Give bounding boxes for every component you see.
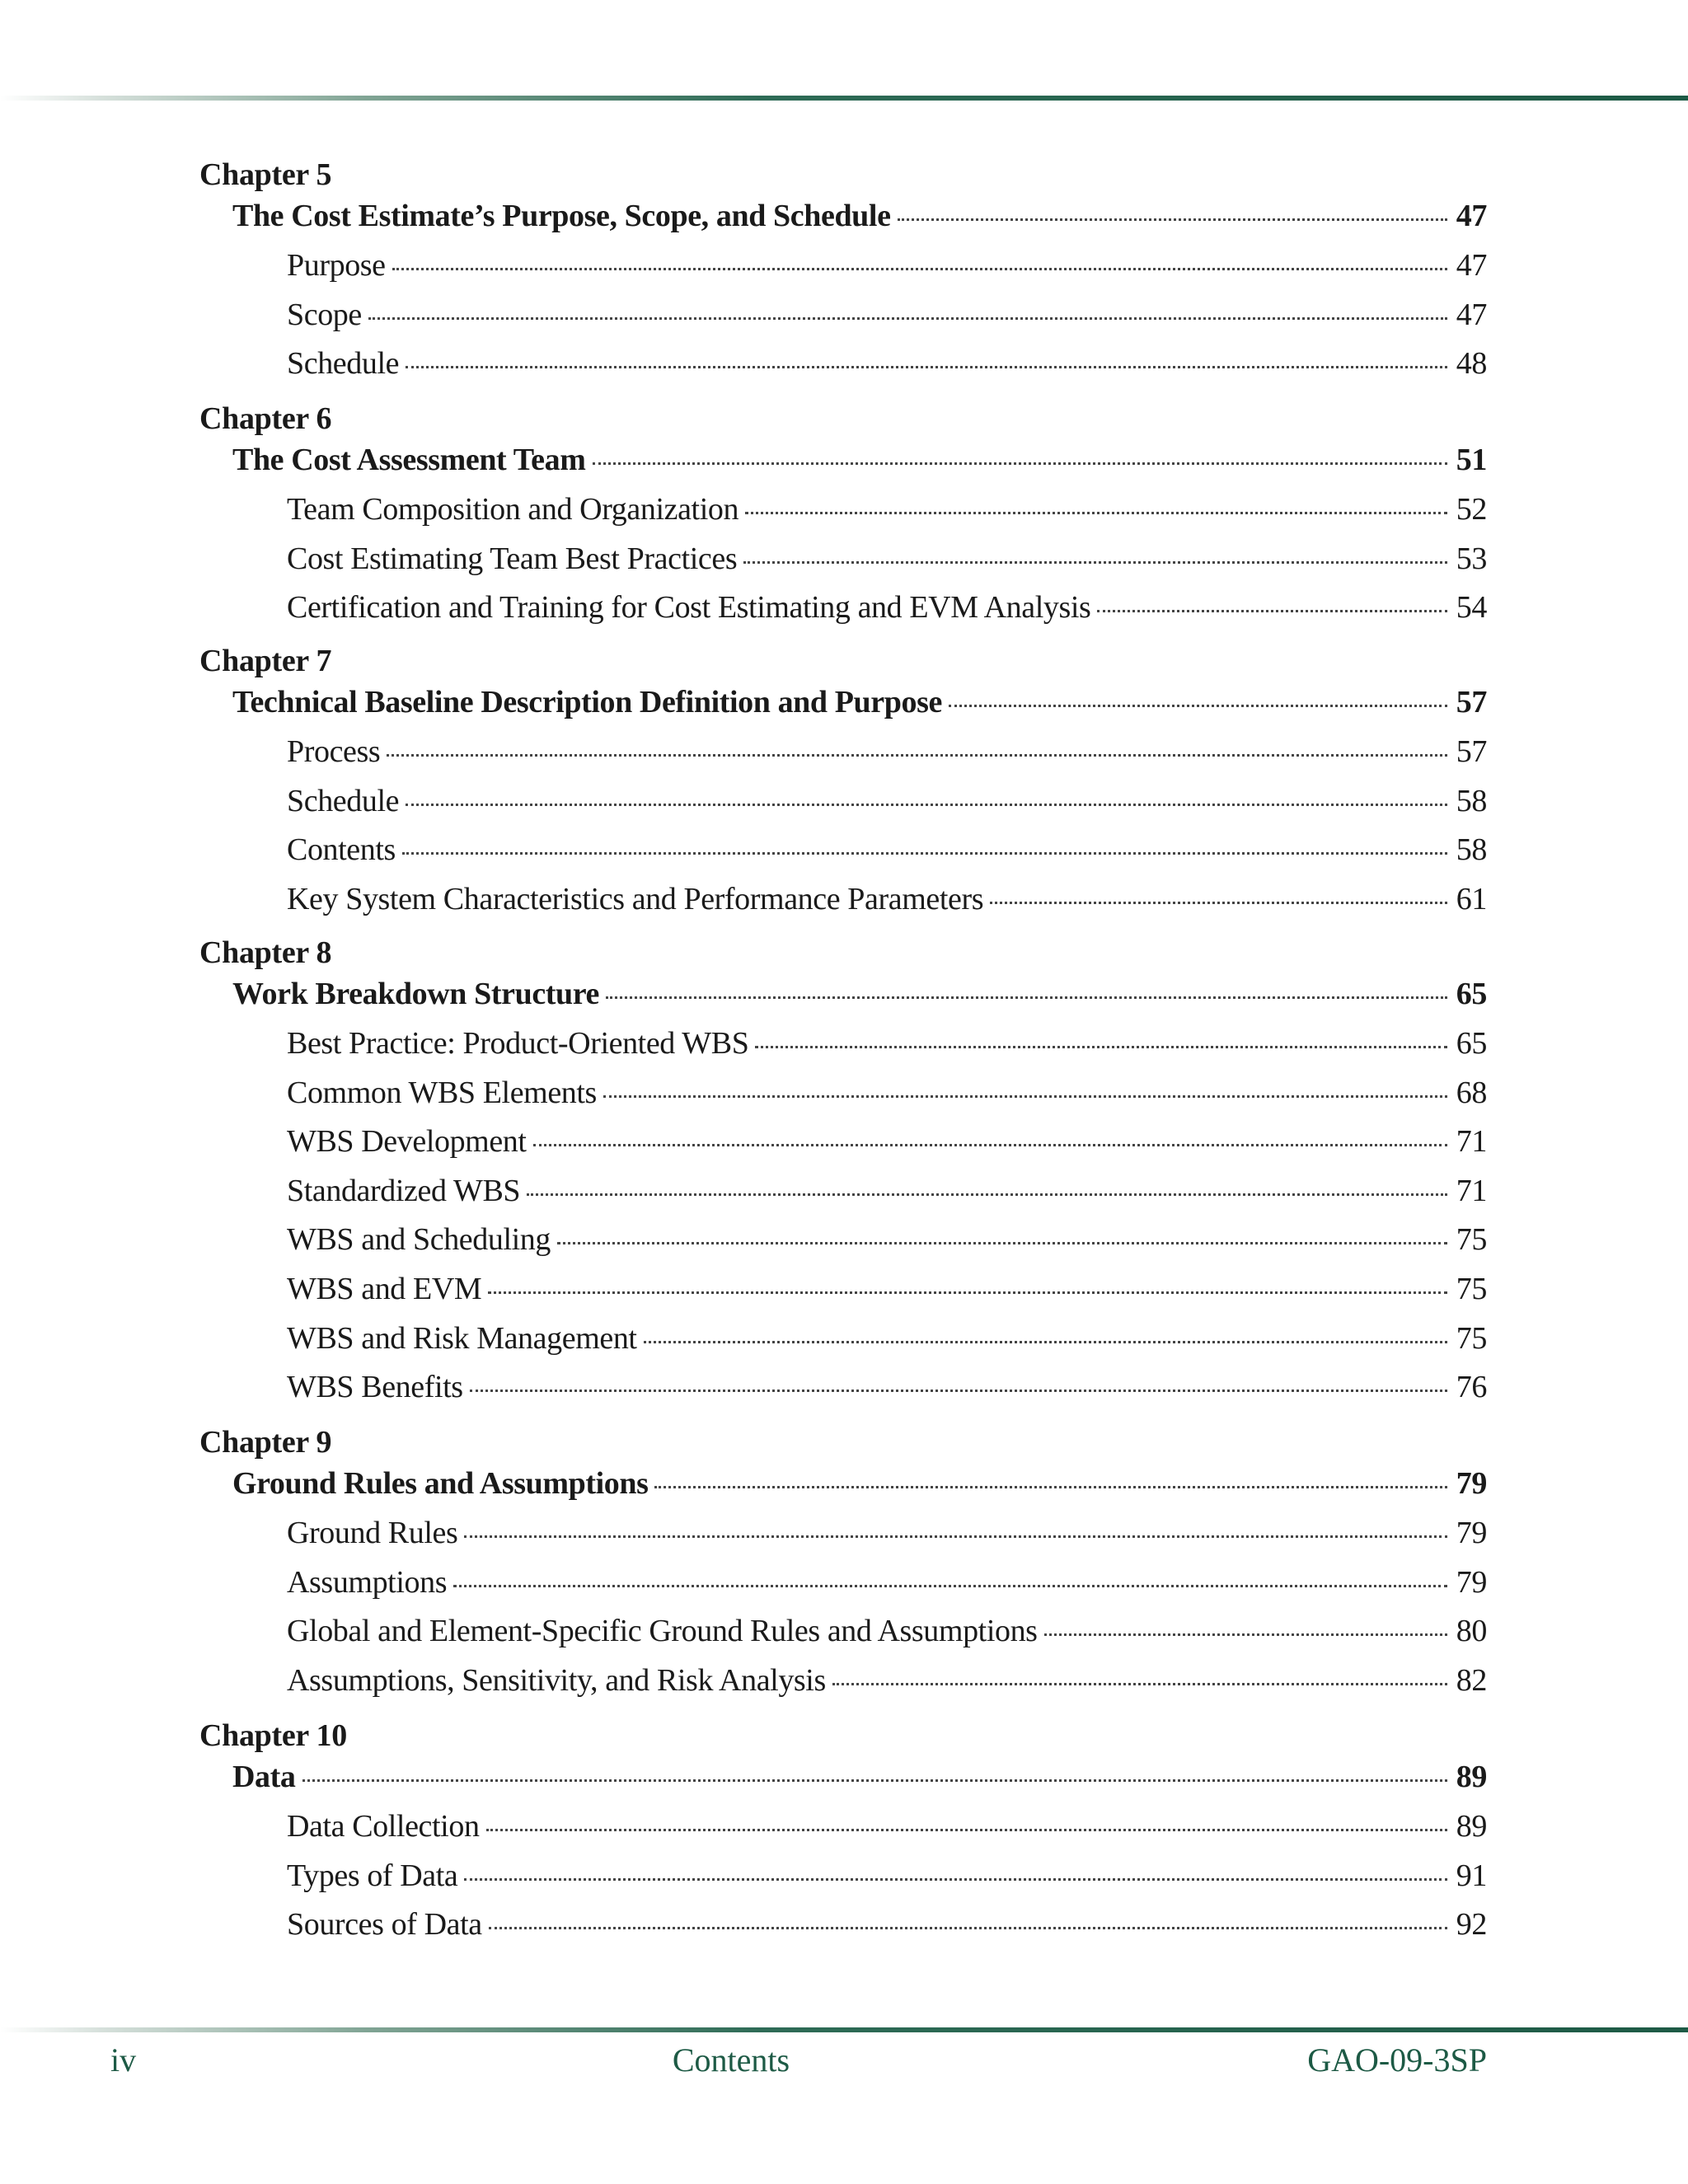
dot-leader — [990, 902, 1447, 904]
toc-section-entry[interactable] — [287, 345, 1487, 382]
dot-leader — [486, 1829, 1447, 1831]
dot-leader — [533, 1144, 1447, 1146]
toc-page-number: 57 — [1456, 685, 1487, 719]
dot-leader — [464, 1878, 1447, 1881]
toc-section-title: Best Practice: Product-Oriented WBS — [287, 1026, 749, 1061]
toc-page-number: 89 — [1456, 1760, 1487, 1794]
toc-section-entry[interactable] — [287, 881, 1487, 917]
toc-section-title: Cost Estimating Team Best Practices — [287, 541, 738, 576]
dot-leader — [644, 1341, 1447, 1343]
toc-page-number: 92 — [1456, 1907, 1487, 1943]
toc-section-title: Key System Characteristics and Performance Parameters — [287, 881, 984, 916]
dot-leader — [464, 1535, 1447, 1538]
toc-page-number: 80 — [1456, 1614, 1487, 1649]
toc-chapter-entry[interactable] — [232, 1759, 1487, 1795]
toc-page-number: 61 — [1456, 881, 1487, 916]
toc-section-title: Schedule — [287, 346, 400, 382]
toc-page-number: 75 — [1456, 1272, 1487, 1306]
toc-section-entry[interactable] — [287, 491, 1487, 527]
toc-page-number: 57 — [1456, 734, 1487, 769]
toc-section-title: Assumptions, Sensitivity, and Risk Analysis — [287, 1662, 826, 1698]
toc-section-title: Schedule — [287, 783, 400, 818]
dot-leader — [603, 1095, 1447, 1098]
toc-section-title: Common WBS Elements — [287, 1075, 597, 1110]
toc-chapter-title: The Cost Estimate’s Purpose, Scope, and Schedule — [232, 199, 891, 233]
toc-page-number: 68 — [1456, 1075, 1487, 1110]
toc-chapter-title: Work Breakdown Structure — [232, 977, 600, 1011]
dot-leader — [949, 705, 1447, 707]
toc-page-number: 75 — [1456, 1320, 1487, 1356]
toc-page-number: 79 — [1456, 1466, 1487, 1501]
dot-leader — [302, 1779, 1448, 1782]
toc-section-entry[interactable] — [287, 589, 1487, 626]
chapter-label: Chapter 7 — [199, 644, 332, 678]
toc-section-title: WBS Benefits — [287, 1370, 463, 1405]
toc-section-title: WBS and Risk Management — [287, 1320, 637, 1356]
toc-section-title: Purpose — [287, 248, 386, 283]
toc-chapter-entry[interactable] — [232, 198, 1487, 234]
toc-section-title: Global and Element-Specific Ground Rules and Assumptions — [287, 1614, 1038, 1649]
toc-section-title: Data Collection — [287, 1809, 480, 1844]
toc-page-number: 91 — [1456, 1858, 1487, 1893]
toc-section-entry[interactable] — [287, 1906, 1487, 1943]
toc-chapter-title: Technical Baseline Description Definition and Purpose — [232, 685, 942, 719]
toc-section-entry[interactable] — [287, 1123, 1487, 1160]
toc-section-title: Types of Data — [287, 1858, 458, 1893]
dot-leader — [470, 1390, 1447, 1392]
toc-section-title: Team Composition and Organization — [287, 492, 739, 527]
toc-section-entry[interactable] — [287, 1613, 1487, 1649]
toc-page-number: 53 — [1456, 541, 1487, 576]
toc-section-title: Ground Rules — [287, 1516, 458, 1550]
dot-leader — [832, 1683, 1447, 1685]
dot-leader — [1044, 1633, 1447, 1636]
toc-section-entry[interactable] — [287, 1808, 1487, 1844]
toc-section-entry[interactable] — [287, 1369, 1487, 1405]
toc-chapter-entry[interactable] — [232, 684, 1487, 720]
toc-section-entry[interactable] — [287, 1320, 1487, 1357]
dot-leader — [488, 1291, 1447, 1294]
toc-section-title: WBS Development — [287, 1124, 527, 1160]
footer-page-number: iv — [110, 2041, 137, 2079]
toc-chapter-entry[interactable] — [232, 442, 1487, 478]
dot-leader — [755, 1046, 1447, 1048]
toc-chapter-title: The Cost Assessment Team — [232, 443, 586, 477]
toc-page-number: 47 — [1456, 297, 1487, 332]
toc-page-number: 58 — [1456, 783, 1487, 818]
header-rule — [0, 96, 1688, 101]
toc-page-number: 54 — [1456, 590, 1487, 626]
dot-leader — [898, 218, 1447, 221]
toc-page-number: 47 — [1456, 199, 1487, 233]
dot-leader — [1097, 610, 1447, 612]
toc-page-number: 76 — [1456, 1370, 1487, 1405]
toc-section-title: Standardized WBS — [287, 1173, 521, 1208]
dot-leader — [489, 1927, 1447, 1929]
toc-section-entry[interactable] — [287, 541, 1487, 577]
toc-section-entry[interactable] — [287, 783, 1487, 819]
toc-page-number: 52 — [1456, 492, 1487, 527]
dot-leader — [654, 1486, 1447, 1488]
toc-chapter-title: Ground Rules and Assumptions — [232, 1466, 649, 1501]
chapter-label: Chapter 8 — [199, 935, 332, 970]
dot-leader — [392, 268, 1447, 270]
dot-leader — [453, 1585, 1447, 1587]
toc-chapter-entry[interactable] — [232, 976, 1487, 1012]
chapter-label: Chapter 10 — [199, 1718, 347, 1753]
dot-leader — [743, 561, 1447, 564]
toc-chapter-entry[interactable] — [232, 1465, 1487, 1502]
chapter-label: Chapter 9 — [199, 1425, 332, 1460]
footer-section-title: Contents — [672, 2041, 790, 2079]
toc-section-entry[interactable] — [287, 1271, 1487, 1307]
toc-section-entry[interactable] — [287, 832, 1487, 868]
toc-page-number: 65 — [1456, 1026, 1487, 1061]
toc-page-number: 51 — [1456, 443, 1487, 477]
toc-page-number: 82 — [1456, 1662, 1487, 1698]
toc-page-number: 48 — [1456, 346, 1487, 382]
toc-section-title: WBS and Scheduling — [287, 1222, 551, 1258]
toc-page-number: 71 — [1456, 1124, 1487, 1160]
toc-chapter-title: Data — [232, 1760, 296, 1794]
toc-section-entry[interactable] — [287, 1564, 1487, 1601]
dot-leader — [606, 996, 1447, 999]
toc-section-title: WBS and EVM — [287, 1272, 482, 1306]
dot-leader — [745, 512, 1447, 514]
dot-leader — [557, 1242, 1447, 1244]
toc-page-number: 89 — [1456, 1809, 1487, 1844]
toc-page-number: 71 — [1456, 1173, 1487, 1208]
dot-leader — [402, 852, 1447, 855]
toc-section-entry[interactable] — [287, 1858, 1487, 1894]
dot-leader — [593, 462, 1448, 465]
dot-leader — [406, 366, 1447, 368]
toc-page-number: 65 — [1456, 977, 1487, 1011]
chapter-label: Chapter 5 — [199, 157, 332, 192]
toc-section-entry[interactable] — [287, 733, 1487, 770]
dot-leader — [368, 317, 1447, 320]
toc-page-number: 75 — [1456, 1222, 1487, 1258]
dot-leader — [527, 1193, 1447, 1196]
toc-section-entry[interactable] — [287, 1662, 1487, 1699]
footer-rule — [0, 2027, 1688, 2032]
toc-page-number: 79 — [1456, 1564, 1487, 1600]
toc-page-number: 58 — [1456, 832, 1487, 868]
toc-section-entry[interactable] — [287, 1075, 1487, 1111]
toc-section-title: Scope — [287, 297, 362, 332]
toc-section-entry[interactable] — [287, 1221, 1487, 1258]
toc-section-entry[interactable] — [287, 247, 1487, 284]
toc-section-title: Contents — [287, 832, 396, 868]
toc-section-entry[interactable] — [287, 1173, 1487, 1209]
dot-leader — [406, 804, 1447, 806]
toc-page-number: 47 — [1456, 248, 1487, 283]
toc-section-title: Certification and Training for Cost Estimating and EVM Analysis — [287, 590, 1091, 626]
toc-page-number: 79 — [1456, 1516, 1487, 1550]
toc-section-entry[interactable] — [287, 1025, 1487, 1062]
chapter-label: Chapter 6 — [199, 401, 332, 436]
toc-section-title: Process — [287, 734, 381, 769]
dot-leader — [387, 754, 1447, 757]
toc-section-entry[interactable] — [287, 297, 1487, 333]
toc-section-title: Sources of Data — [287, 1907, 482, 1943]
toc-section-entry[interactable] — [287, 1515, 1487, 1551]
footer-document-id: GAO-09-3SP — [1307, 2041, 1487, 2079]
toc-section-title: Assumptions — [287, 1564, 448, 1600]
